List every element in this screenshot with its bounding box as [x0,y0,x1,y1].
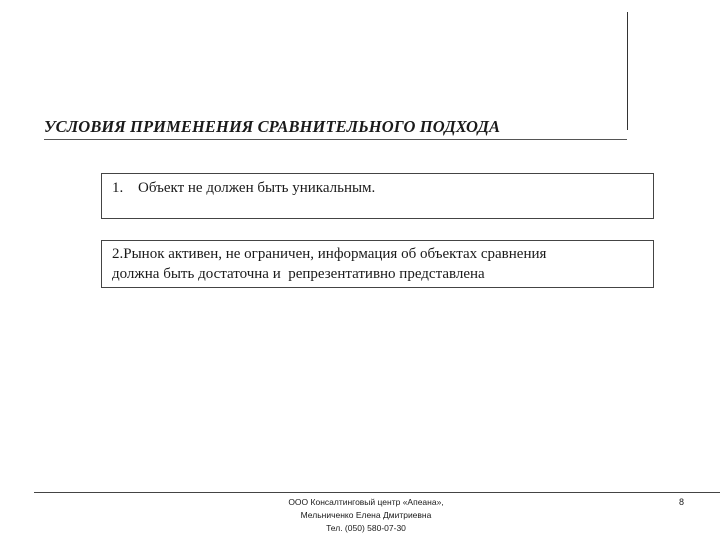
title-block [44,116,627,138]
page-number: 8 [678,497,684,507]
footer-contact [226,496,506,535]
footer-company: ООО Консалтинговый центр «Апеана», [288,497,444,507]
condition-text: Объект не должен быть уникальным. [138,180,376,196]
title-underline [44,139,627,140]
footer-phone: Тел. (050) 580-07-30 [326,523,406,533]
footer-person: Мельниченко Елена Дмитриевна [300,510,432,520]
condition-text-line-2: должна быть достаточна и репрезентативно представлена [112,266,485,282]
condition-box-2 [101,240,654,288]
condition-number: 1. [112,180,124,196]
condition-text-line-1: 2.Рынок активен, не ограничен, информация об объектах сравнения [112,246,547,262]
footer-divider [34,492,720,493]
vertical-divider [627,12,628,130]
slide-title: УСЛОВИЯ ПРИМЕНЕНИЯ СРАВНИТЕЛЬНОГО ПОДХОДА [44,117,501,136]
condition-box-1 [101,173,654,219]
